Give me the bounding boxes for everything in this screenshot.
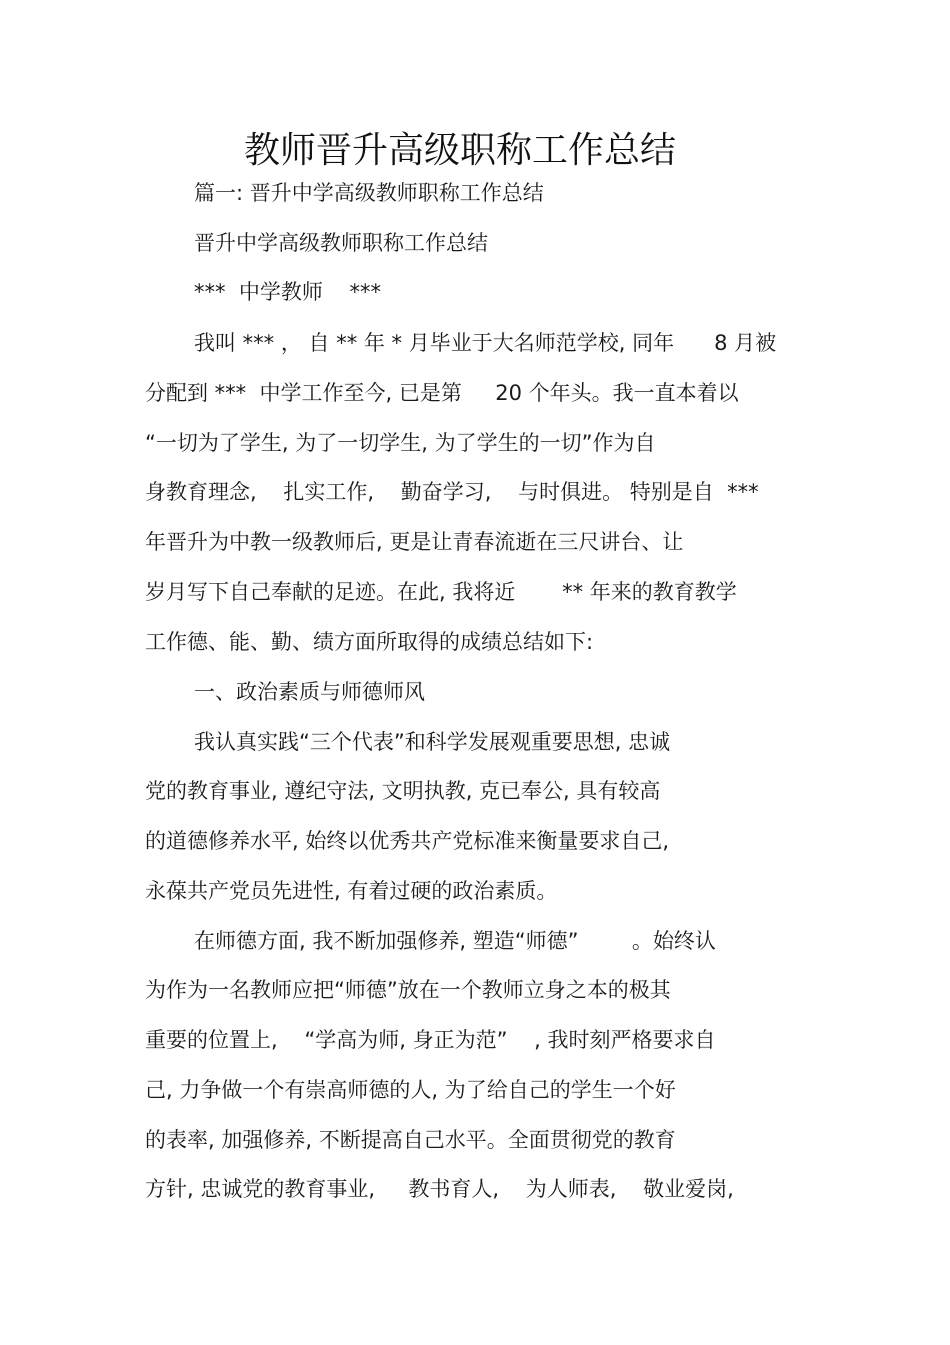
text-line: 分配到 *** 中学工作至今, 已是第 20 个年头。我一直本着以 bbox=[145, 381, 739, 405]
text-line: 篇一: 晋升中学高级教师职称工作总结 bbox=[194, 181, 544, 205]
text-line: 年晋升为中教一级教师后, 更是让青春流逝在三尺讲台、让 bbox=[145, 530, 684, 554]
text-line: 工作德、能、勤、绩方面所取得的成绩总结如下: bbox=[145, 630, 594, 654]
document-title: 教师晋升高级职称工作总结 bbox=[243, 130, 676, 171]
text-line: 我认真实践“三个代表”和科学发展观重要思想, 忠诚 bbox=[194, 730, 671, 754]
text-line: 重要的位置上, “学高为师, 身正为范” , 我时刻严格要求自 bbox=[145, 1028, 716, 1052]
text-line: 在师德方面, 我不断加强修养, 塑造“师德” 。始终认 bbox=[194, 929, 716, 953]
text-line: 岁月写下自己奉献的足迹。在此, 我将近 ** 年来的教育教学 bbox=[145, 580, 737, 604]
text-line: 为作为一名教师应把“师德”放在一个教师立身之本的极其 bbox=[145, 978, 671, 1002]
text-line: 晋升中学高级教师职称工作总结 bbox=[194, 231, 488, 255]
text-line: 身教育理念, 扎实工作, 勤奋学习, 与时俱进。 特别是自 *** bbox=[145, 480, 759, 504]
text-line: “一切为了学生, 为了一切学生, 为了学生的一切”作为自 bbox=[145, 431, 656, 455]
text-line: 己, 力争做一个有崇高师德的人, 为了给自己的学生一个好 bbox=[145, 1078, 676, 1102]
text-line: *** 中学教师 *** bbox=[194, 280, 382, 304]
text-line: 方针, 忠诚党的教育事业, 教书育人, 为人师表, 敬业爱岗, bbox=[145, 1177, 734, 1201]
section-heading: 一、政治素质与师德师风 bbox=[194, 680, 425, 704]
text-line: 我叫 *** ， 自 ** 年 * 月毕业于大名师范学校, 同年 8 月被 bbox=[194, 331, 777, 355]
text-line: 党的教育事业, 遵纪守法, 文明执教, 克已奉公, 具有较高 bbox=[145, 779, 661, 803]
text-line: 的表率, 加强修养, 不断提高自己水平。全面贯彻党的教育 bbox=[145, 1128, 676, 1152]
text-line: 永葆共产党员先进性, 有着过硬的政治素质。 bbox=[145, 879, 558, 903]
text-line: 的道德修养水平, 始终以优秀共产党标准来衡量要求自己, bbox=[145, 829, 670, 853]
